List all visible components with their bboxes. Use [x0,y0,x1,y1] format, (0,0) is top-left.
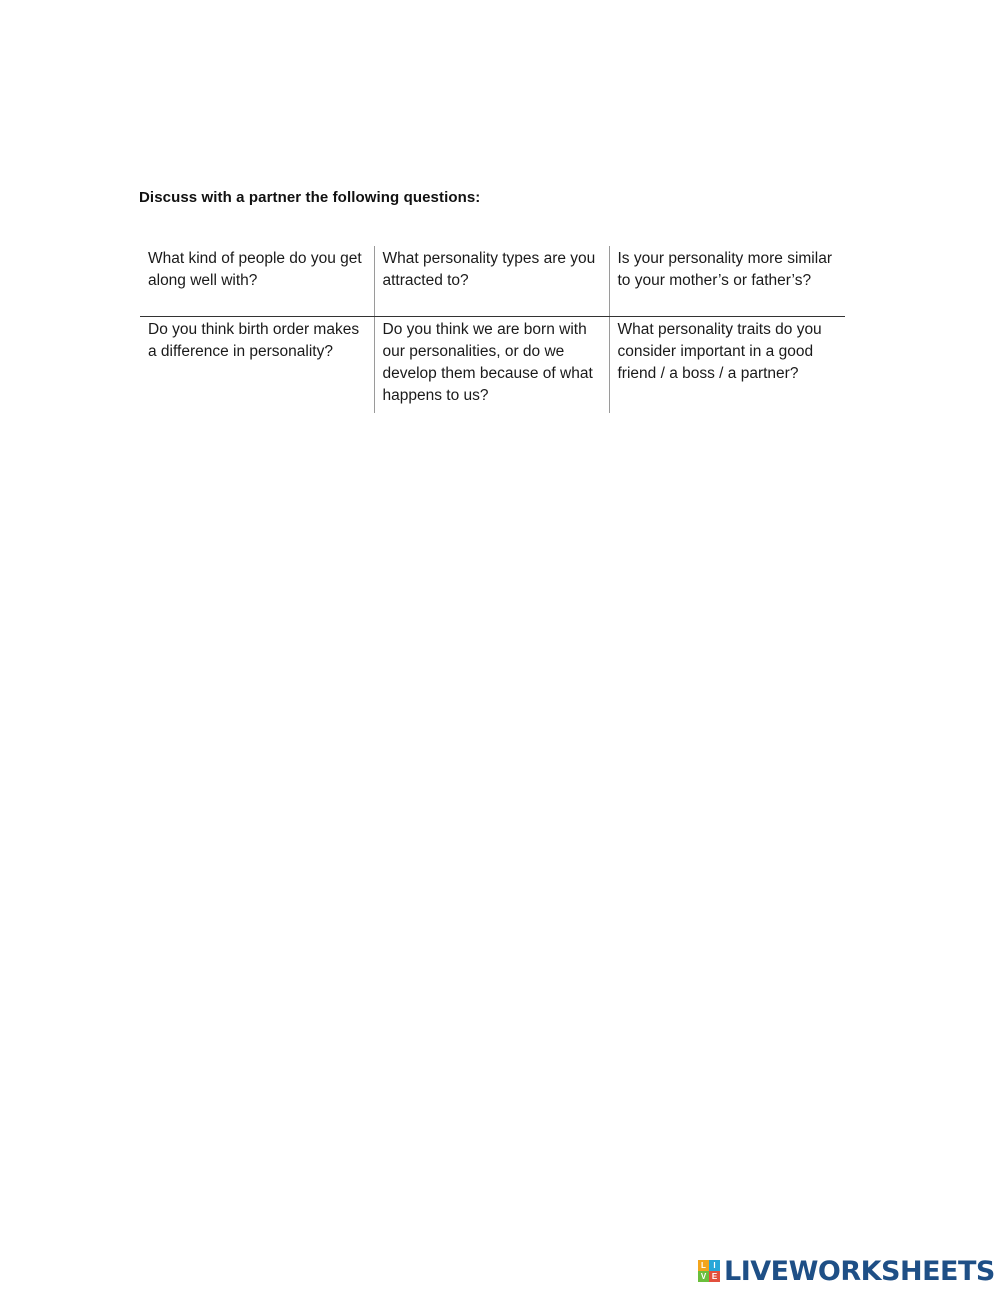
question-cell: Do you think birth order makes a difference in personality? [148,321,360,360]
logo-text: LIVEWORKSHEETS [724,1255,995,1287]
question-cell: Do you think we are born with our personalities, or do we develop them because of what happens to us? [374,317,609,414]
logo-mark-letter: V [698,1271,709,1282]
logo-mark-letter: E [709,1271,720,1282]
table-row [140,246,845,317]
table-row [140,317,845,414]
question-cell: What personality traits do you consider important in a good friend / a boss / a partner? [609,317,845,414]
question-cell: What kind of people do you get along well with? [140,246,374,317]
logo-mark-icon [698,1260,720,1282]
liveworksheets-logo [698,1256,995,1286]
logo-mark-letter: I [709,1260,720,1271]
questions-table [140,246,845,413]
instructions-heading: Discuss with a partner the following questions: [139,189,481,206]
question-cell: Is your personality more similar to your mother’s or father’s? [609,246,845,317]
question-cell: What personality types are you attracted to? [374,246,609,317]
logo-mark-letter: L [698,1260,709,1271]
